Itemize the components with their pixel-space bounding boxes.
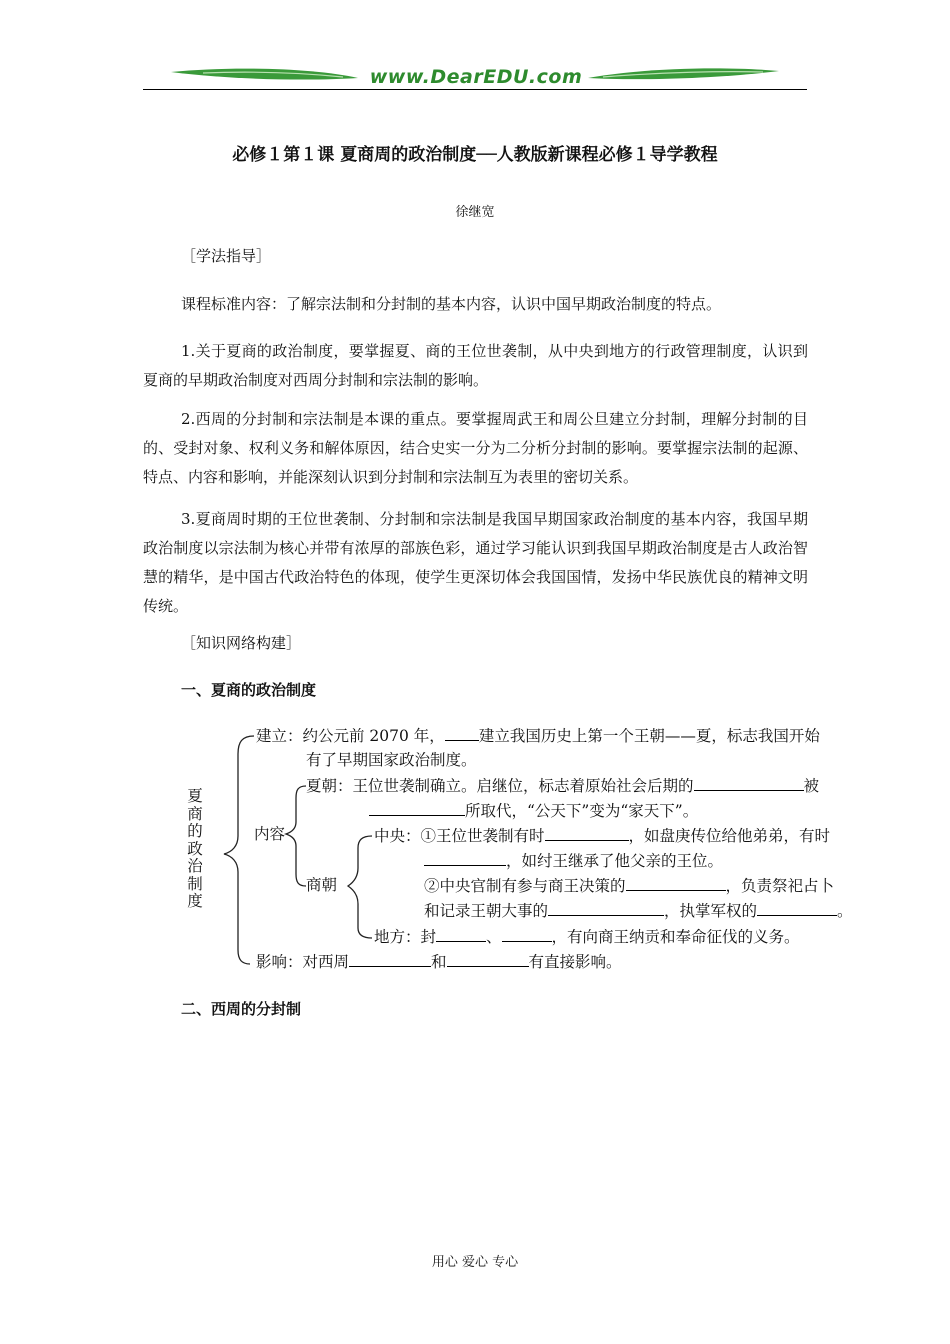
document-title: 必修１第１课 夏商周的政治制度──人教版新课程必修１导学教程 [232,145,718,165]
diagram-central-cont: ，如纣王继承了他父亲的王位。 [424,848,723,874]
diagram-shang-label: 商朝 [306,876,338,894]
study-point-3: 3.夏商周时期的王位世袭制、分封制和宗法制是我国早期国家政治制度的基本内容，我国早期政治制度以宗法制为核心并带有浓厚的部族色彩，通过学习能认识到我国早期政治制度是古人政治智慧的精华，是中国古代政治特色的体现，使学生更深切体会我国国情，发扬中华民族优良的精神文明传统。 [143,510,808,615]
heading-xia-shang-politics: 一、夏商的政治制度 [181,681,317,699]
diagram-central-officials: ②中央官制有参与商王决策的 ，负责祭祀占卜 [424,873,834,899]
author-name: 徐继宽 [455,205,495,220]
knowledge-diagram [180,718,860,978]
study-point-1: 1.关于夏商的政治制度，要掌握夏、商的王位世袭制，从中央到地方的行政管理制度，认识到夏商的早期政治制度对西周分封制和宗法制的影响。 [143,342,808,389]
diagram-central: 中央：①王位世袭制有时 ，如盘庚传位给他弟弟，有时 [374,823,830,849]
diagram-establishment: 建立：约公元前 2070 年， 建立我国历史上第一个王朝——夏，标志我国开始 [256,723,820,749]
study-point-2: 2.西周的分封制和宗法制是本课的重点。要掌握周武王和周公旦建立分封制，理解分封制的目的、受封对象、权利义务和解体原因，结合史实一分为二分析分封制的影响。要掌握宗法制的起源、特点、内容和影响，并能深刻认识到分封制和宗法制互为表里的密切关系。 [143,410,808,486]
diagram-local: 地方：封 、 ，有向商王纳贡和奉命征伐的义务。 [374,924,800,950]
diagram-xia-dynasty: 夏朝：王位世袭制确立。启继位，标志着原始社会后期的 被 [306,773,819,799]
section-knowledge-network: ［知识网络构建］ [181,634,302,652]
site-logo [143,62,807,92]
diagram-xia-dynasty-cont: 所取代，“公天下”变为“家天下”。 [369,798,698,824]
course-standard: 课程标准内容：了解宗法制和分封制的基本内容，认识中国早期政治制度的特点。 [181,295,722,313]
page-footer: 用心 爱心 专心 [431,1255,519,1270]
diagram-content-label: 内容 [254,825,286,843]
diagram-influence: 影响：对西周 和 有直接影响。 [256,949,622,975]
heading-western-zhou-fief: 二、西周的分封制 [181,1000,302,1018]
diagram-establishment-cont: 有了早期国家政治制度。 [306,751,477,769]
section-study-guide: ［学法指导］ [181,247,272,265]
logo-text: www.DearEDU.com [369,66,583,88]
diagram-central-officials-cont: 和记录王朝大事的 ，执掌军权的 。 [424,898,853,924]
header-rule [143,89,807,90]
diagram-root-label: 夏商的政治制度 [187,787,203,910]
